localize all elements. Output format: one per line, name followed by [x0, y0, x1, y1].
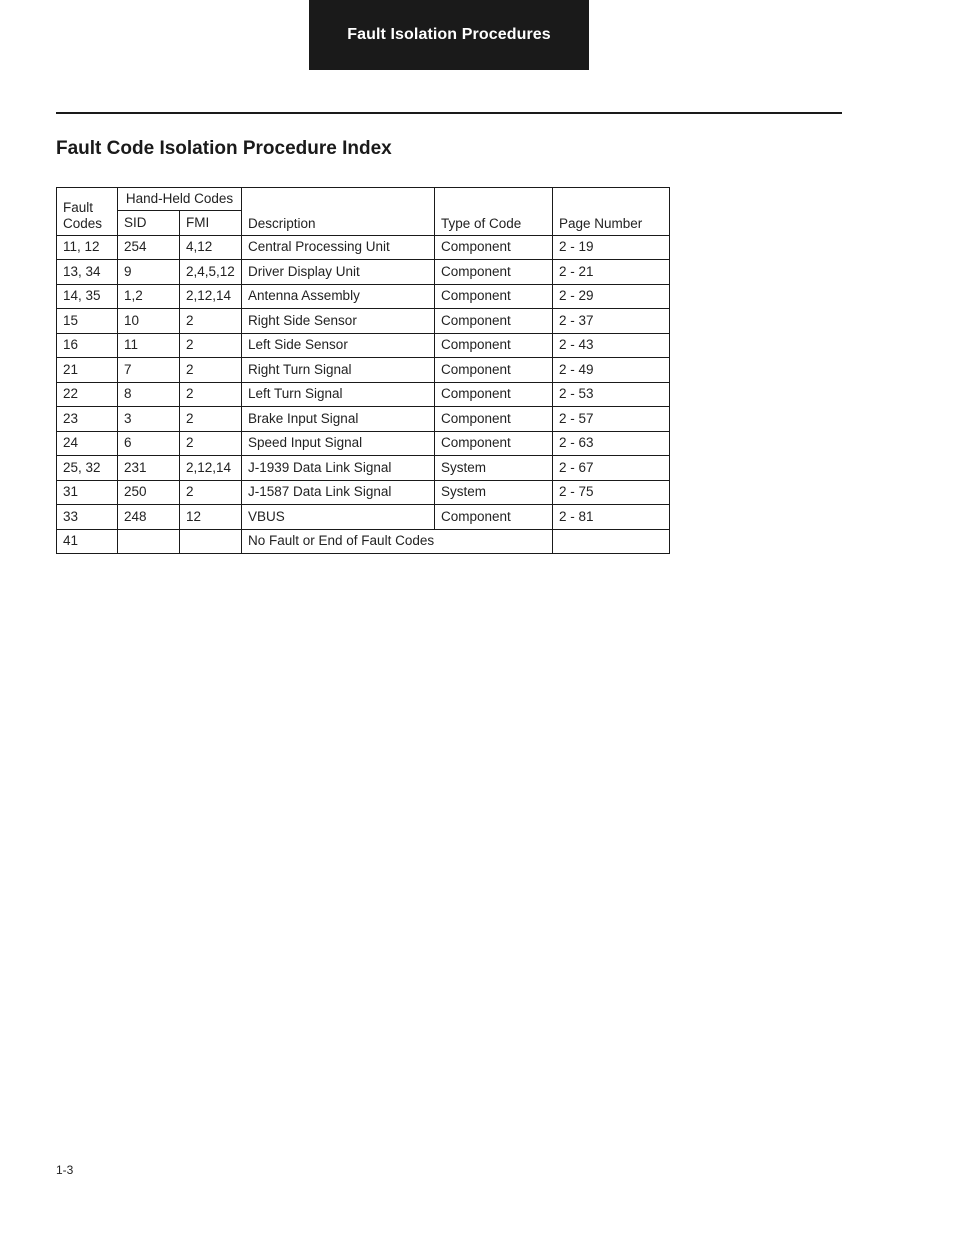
header-divider: [56, 112, 842, 114]
table-row: [57, 235, 670, 260]
cell-fault-code: 22: [57, 382, 118, 407]
cell-fmi: 2,4,5,12: [180, 260, 242, 285]
cell-page-number: 2 - 81: [553, 505, 670, 530]
cell-fault-code: 31: [57, 480, 118, 505]
header-fault-codes-line1: Fault: [63, 199, 94, 215]
header-type-of-code: Type of Code: [435, 188, 553, 236]
cell-fmi: 2,12,14: [180, 456, 242, 481]
cell-type-of-code: Component: [435, 382, 553, 407]
table-row: [57, 529, 670, 554]
header-page-number: Page Number: [553, 188, 670, 236]
cell-fmi: 4,12: [180, 235, 242, 260]
cell-fault-code: 24: [57, 431, 118, 456]
cell-page-number: [553, 529, 670, 554]
table-row: [57, 456, 670, 481]
cell-type-of-code: System: [435, 456, 553, 481]
section-header-tab: [309, 0, 589, 70]
cell-fault-code: 23: [57, 407, 118, 432]
cell-fault-code: 33: [57, 505, 118, 530]
cell-sid: 7: [118, 358, 180, 383]
cell-description: Brake Input Signal: [242, 407, 435, 432]
cell-description: Driver Display Unit: [242, 260, 435, 285]
header-sid: SID: [118, 211, 180, 236]
header-description: Description: [242, 188, 435, 236]
cell-fmi: 2: [180, 358, 242, 383]
cell-fault-code: 13, 34: [57, 260, 118, 285]
cell-sid: 10: [118, 309, 180, 334]
cell-sid: 6: [118, 431, 180, 456]
cell-type-of-code: Component: [435, 284, 553, 309]
cell-page-number: 2 - 43: [553, 333, 670, 358]
cell-type-of-code: System: [435, 480, 553, 505]
table-row: [57, 333, 670, 358]
cell-sid: 231: [118, 456, 180, 481]
cell-fault-code: 11, 12: [57, 235, 118, 260]
header-fault-codes-line2: Codes: [63, 215, 103, 231]
cell-sid: 9: [118, 260, 180, 285]
table-row: [57, 431, 670, 456]
cell-fmi: 2: [180, 382, 242, 407]
cell-description: J-1587 Data Link Signal: [242, 480, 435, 505]
cell-fmi: 2,12,14: [180, 284, 242, 309]
cell-type-of-code: Component: [435, 235, 553, 260]
cell-description: Speed Input Signal: [242, 431, 435, 456]
cell-page-number: 2 - 57: [553, 407, 670, 432]
cell-description: Antenna Assembly: [242, 284, 435, 309]
cell-type-of-code: Component: [435, 431, 553, 456]
cell-description: Left Side Sensor: [242, 333, 435, 358]
cell-type-of-code: Component: [435, 333, 553, 358]
cell-fault-code: 14, 35: [57, 284, 118, 309]
cell-sid: 3: [118, 407, 180, 432]
cell-sid: [118, 529, 180, 554]
cell-description: Right Turn Signal: [242, 358, 435, 383]
cell-page-number: 2 - 19: [553, 235, 670, 260]
cell-sid: 250: [118, 480, 180, 505]
cell-fault-code: 41: [57, 529, 118, 554]
table-body: [57, 235, 670, 554]
cell-sid: 254: [118, 235, 180, 260]
cell-description: No Fault or End of Fault Codes: [242, 529, 553, 554]
cell-description: Right Side Sensor: [242, 309, 435, 334]
table-row: [57, 358, 670, 383]
cell-page-number: 2 - 29: [553, 284, 670, 309]
cell-type-of-code: Component: [435, 358, 553, 383]
cell-description: Left Turn Signal: [242, 382, 435, 407]
header-hand-held-codes: Hand-Held Codes: [118, 188, 242, 211]
cell-fmi: 12: [180, 505, 242, 530]
cell-fmi: 2: [180, 333, 242, 358]
cell-page-number: 2 - 63: [553, 431, 670, 456]
cell-fault-code: 25, 32: [57, 456, 118, 481]
cell-fmi: 2: [180, 407, 242, 432]
section-title: Fault Isolation Procedures: [347, 26, 551, 43]
header-fmi: FMI: [180, 211, 242, 236]
cell-description: J-1939 Data Link Signal: [242, 456, 435, 481]
table-header-row: [57, 188, 670, 211]
cell-page-number: 2 - 37: [553, 309, 670, 334]
table-row: [57, 309, 670, 334]
cell-description: Central Processing Unit: [242, 235, 435, 260]
cell-page-number: 2 - 53: [553, 382, 670, 407]
cell-sid: 11: [118, 333, 180, 358]
cell-page-number: 2 - 49: [553, 358, 670, 383]
table-row: [57, 260, 670, 285]
cell-type-of-code: Component: [435, 309, 553, 334]
cell-type-of-code: Component: [435, 407, 553, 432]
cell-page-number: 2 - 67: [553, 456, 670, 481]
table-row: [57, 505, 670, 530]
cell-sid: 8: [118, 382, 180, 407]
cell-fmi: 2: [180, 480, 242, 505]
table-row: [57, 480, 670, 505]
cell-sid: 248: [118, 505, 180, 530]
cell-type-of-code: Component: [435, 505, 553, 530]
cell-page-number: 2 - 21: [553, 260, 670, 285]
table-row: [57, 284, 670, 309]
header-fault-codes: [57, 188, 118, 236]
cell-fault-code: 16: [57, 333, 118, 358]
cell-fmi: 2: [180, 431, 242, 456]
table-row: [57, 382, 670, 407]
cell-description: VBUS: [242, 505, 435, 530]
cell-fmi: 2: [180, 309, 242, 334]
fault-code-index-table: [56, 187, 670, 554]
cell-fmi: [180, 529, 242, 554]
cell-type-of-code: Component: [435, 260, 553, 285]
cell-fault-code: 15: [57, 309, 118, 334]
table-row: [57, 407, 670, 432]
page-title: Fault Code Isolation Procedure Index: [56, 138, 392, 159]
cell-fault-code: 21: [57, 358, 118, 383]
cell-page-number: 2 - 75: [553, 480, 670, 505]
cell-sid: 1,2: [118, 284, 180, 309]
page-number: 1-3: [56, 1163, 74, 1177]
